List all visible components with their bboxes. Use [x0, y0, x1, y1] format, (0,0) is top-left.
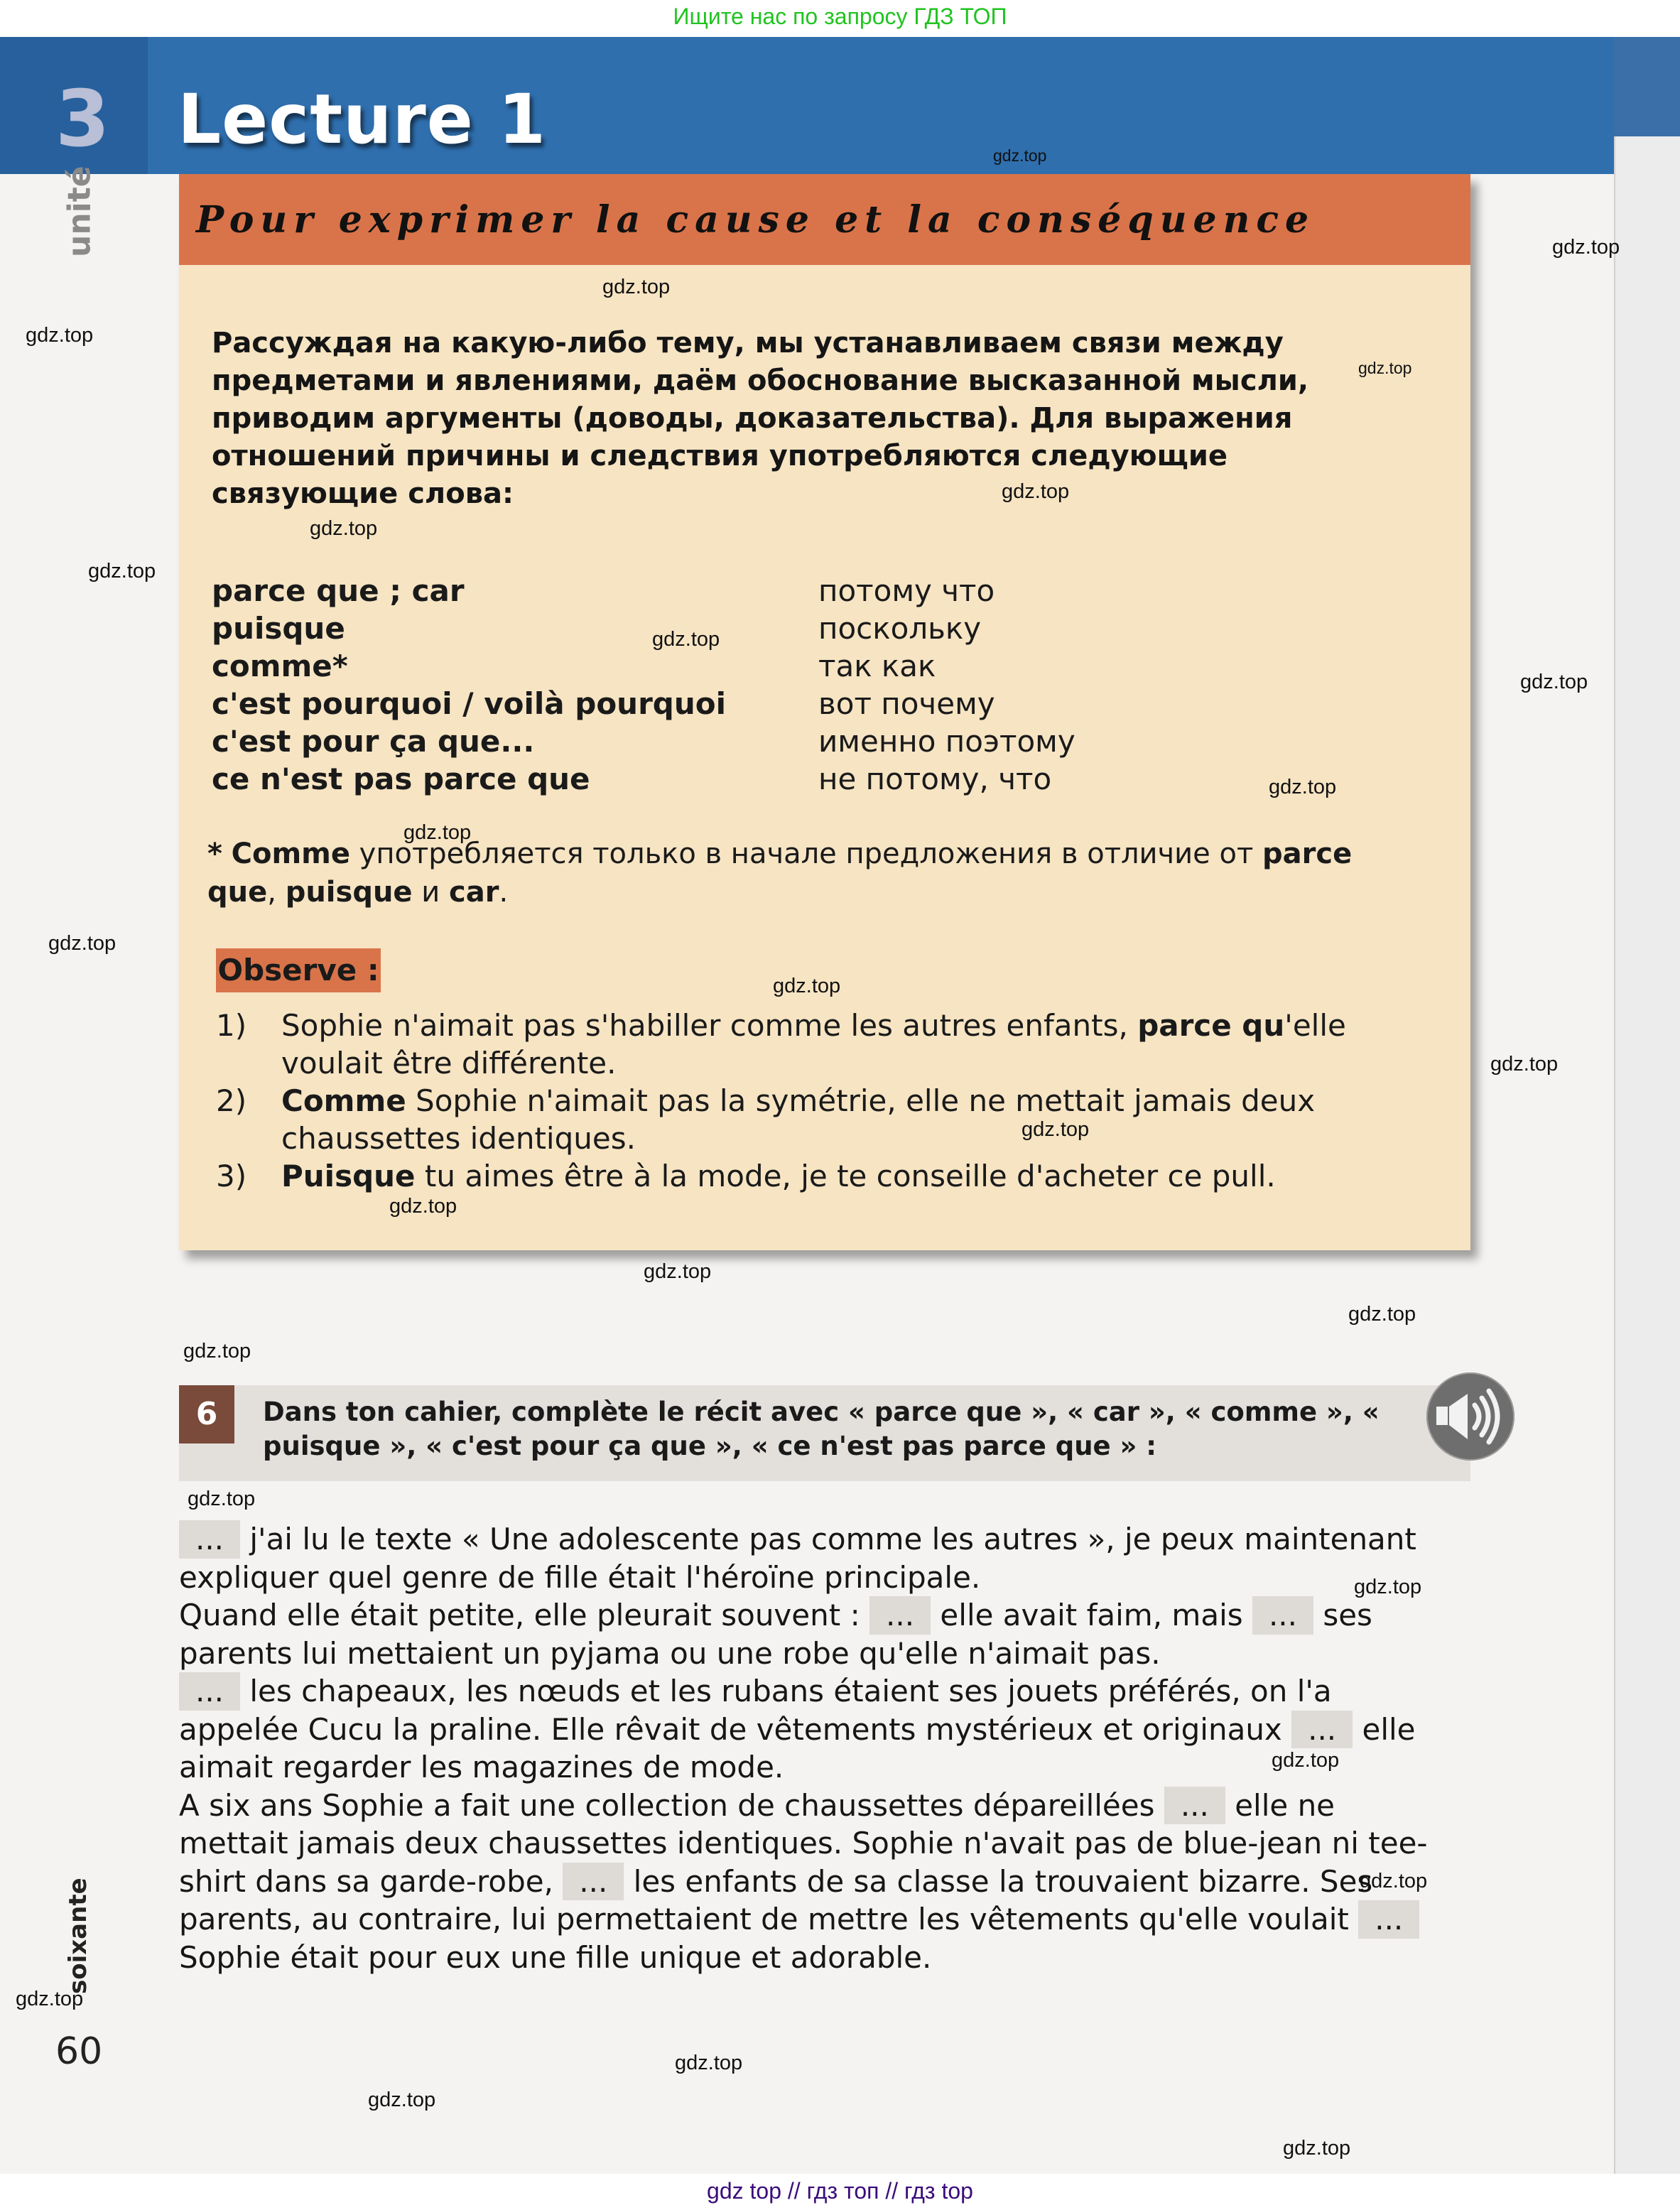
connector-row: [212, 685, 1419, 722]
rule-box-header: [179, 174, 1470, 265]
footnote-w1: parce que: [207, 838, 1353, 909]
example-item: 2) Comme Sophie n'aimait pas la symétrie, elle ne mettait jamais deux chaussettes identiques.: [216, 1083, 1316, 1156]
exercise-number: 6: [179, 1385, 234, 1443]
watermark: gdz.top: [1520, 671, 1588, 693]
page-title: Lecture 1: [178, 80, 547, 159]
story-paragraph: ... j'ai lu le texte « Une adolescente pas comme les autres », je peux maintenant expliquer quel genre de fille était l'héroïne principale.: [179, 1522, 1416, 1595]
blank-slot: ...: [179, 1520, 240, 1559]
connector-fr: comme*: [212, 649, 348, 683]
connector-ru: поскольку: [818, 611, 982, 646]
footnote-star: *: [207, 838, 222, 870]
speaker-icon: [1426, 1372, 1514, 1461]
watermark: gdz.top: [26, 324, 94, 347]
watermark: gdz.top: [993, 146, 1047, 165]
watermark: gdz.top: [773, 975, 841, 997]
page-gutter: [1614, 37, 1680, 2174]
exercise-instruction: Dans ton cahier, complète le récit avec « parce que », « car », « comme », « puisque », « c'est pour ça que », « ce n'est pas parce que » :: [263, 1397, 1380, 1461]
example-item: 3) Puisque tu aimes être à la mode, je te conseille d'acheter ce pull.: [216, 1159, 1276, 1193]
connector-row: [212, 572, 1419, 610]
page-number: 60: [55, 2030, 103, 2073]
watermark: gdz.top: [183, 1340, 251, 1363]
blank-slot: ...: [179, 1672, 240, 1711]
unit-label: unité: [61, 166, 98, 258]
watermark: gdz.top: [403, 821, 472, 844]
page-number-word: soixante: [64, 1878, 92, 1994]
connector-row: [212, 647, 1419, 685]
watermark: gdz.top: [368, 2089, 436, 2111]
connector-ru: именно поэтому: [818, 724, 1075, 759]
top-banner: Ищите нас по запросу ГДЗ ТОП: [0, 0, 1680, 37]
rule-intro: Рассуждая на какую-либо тему, мы устанавливаем связи между предметами и явлениями, даём обоснование высказанной мысли, приводим аргументы (доводы, доказательства). Для выражения отношений причины и следствия употребляются следующие связующие слова:: [212, 327, 1309, 510]
connector-fr: c'est pourquoi / voilà pourquoi: [212, 686, 727, 721]
rule-box: [179, 174, 1470, 1250]
page-gutter-top: [1614, 37, 1680, 136]
audio-button[interactable]: [1426, 1372, 1514, 1461]
watermark: gdz.top: [1002, 480, 1070, 503]
watermark: gdz.top: [1348, 1303, 1416, 1326]
watermark: gdz.top: [1358, 359, 1412, 377]
watermark: gdz.top: [1021, 1118, 1090, 1141]
blank-slot: ...: [563, 1863, 624, 1901]
connector-row: [212, 610, 1419, 647]
blank-slot: ...: [1358, 1900, 1419, 1939]
watermark: gdz.top: [88, 560, 156, 583]
watermark: gdz.top: [188, 1488, 256, 1510]
connector-ru: не потому, что: [818, 762, 1052, 796]
blank-slot: ...: [869, 1596, 931, 1635]
footnote-w3: car: [449, 876, 499, 909]
watermark: gdz.top: [1269, 776, 1337, 798]
watermark: gdz.top: [310, 517, 378, 540]
watermark: gdz.top: [652, 628, 720, 651]
connector-ru: потому что: [818, 573, 995, 608]
story-paragraph: A six ans Sophie a fait une collection de chaussettes dépareillées ... elle ne mettait jamais deux chaussettes identiques. Sophie n'avait pas de blue-jean ni tee-shirt dans sa garde-robe, ... les enfants de sa classe la trouvaient bizarre. Ses parents, au contraire, lui permettaient de mettre les vêtements qu'elle voulait ... Sophie était pour eux une fille unique et adorable.: [179, 1787, 1428, 1975]
connector-ru: так как: [818, 649, 936, 683]
watermark: gdz.top: [602, 276, 671, 298]
blank-slot: ...: [1252, 1596, 1313, 1635]
observe-label: Observe :: [216, 948, 381, 992]
watermark: gdz.top: [644, 1260, 712, 1283]
footnote-word: Comme: [231, 838, 350, 870]
watermark: gdz.top: [389, 1195, 457, 1218]
blank-slot: ...: [1291, 1711, 1353, 1749]
example-list: [216, 1007, 1445, 1195]
watermark: gdz.top: [1272, 1749, 1340, 1772]
connector-list: [212, 572, 1419, 798]
footnote-text: употребляется только в начале предложения в отличие от: [349, 838, 1262, 870]
connector-row: [212, 760, 1419, 798]
example-item: 1) Sophie n'aimait pas s'habiller comme les autres enfants, parce qu'elle voulait être différente.: [216, 1008, 1346, 1080]
story-paragraph: ... les chapeaux, les nœuds et les rubans étaient ses jouets préférés, on l'a appelée Cucu la praline. Elle rêvait de vêtements mystérieux et originaux ... elle aimait regarder les magazines de mode.: [179, 1674, 1416, 1784]
watermark: gdz.top: [675, 2052, 743, 2074]
blank-slot: ...: [1164, 1787, 1225, 1825]
footnote: * Comme употребляется только в начале предложения в отличие от parce que, puisque и car.: [207, 838, 1353, 909]
connector-fr: puisque: [212, 611, 345, 646]
story-text: [179, 1520, 1443, 1976]
watermark: gdz.top: [1552, 236, 1620, 259]
watermark: gdz.top: [16, 1988, 84, 2010]
unit-number: 3: [55, 73, 110, 164]
footnote-w2: puisque: [285, 876, 413, 909]
connector-fr: parce que ; car: [212, 573, 465, 608]
footer-banner: gdz top // гдз топ // гдз top: [0, 2174, 1680, 2210]
connector-fr: ce n'est pas parce que: [212, 762, 590, 796]
connector-fr: c'est pour ça que...: [212, 724, 535, 759]
watermark: gdz.top: [1283, 2137, 1351, 2160]
connector-row: [212, 722, 1419, 760]
watermark: gdz.top: [1354, 1576, 1422, 1598]
rule-title: Pour exprimer la cause et la conséquence: [196, 197, 1316, 242]
story-paragraph: Quand elle était petite, elle pleurait souvent : ... elle avait faim, mais ... ses parents lui mettaient un pyjama ou une robe qu'elle n'aimait pas.: [179, 1598, 1372, 1671]
watermark: gdz.top: [1360, 1870, 1428, 1892]
watermark: gdz.top: [1490, 1053, 1559, 1076]
connector-ru: вот почему: [818, 686, 995, 721]
watermark: gdz.top: [48, 932, 116, 955]
exercise-header: [179, 1385, 1470, 1481]
